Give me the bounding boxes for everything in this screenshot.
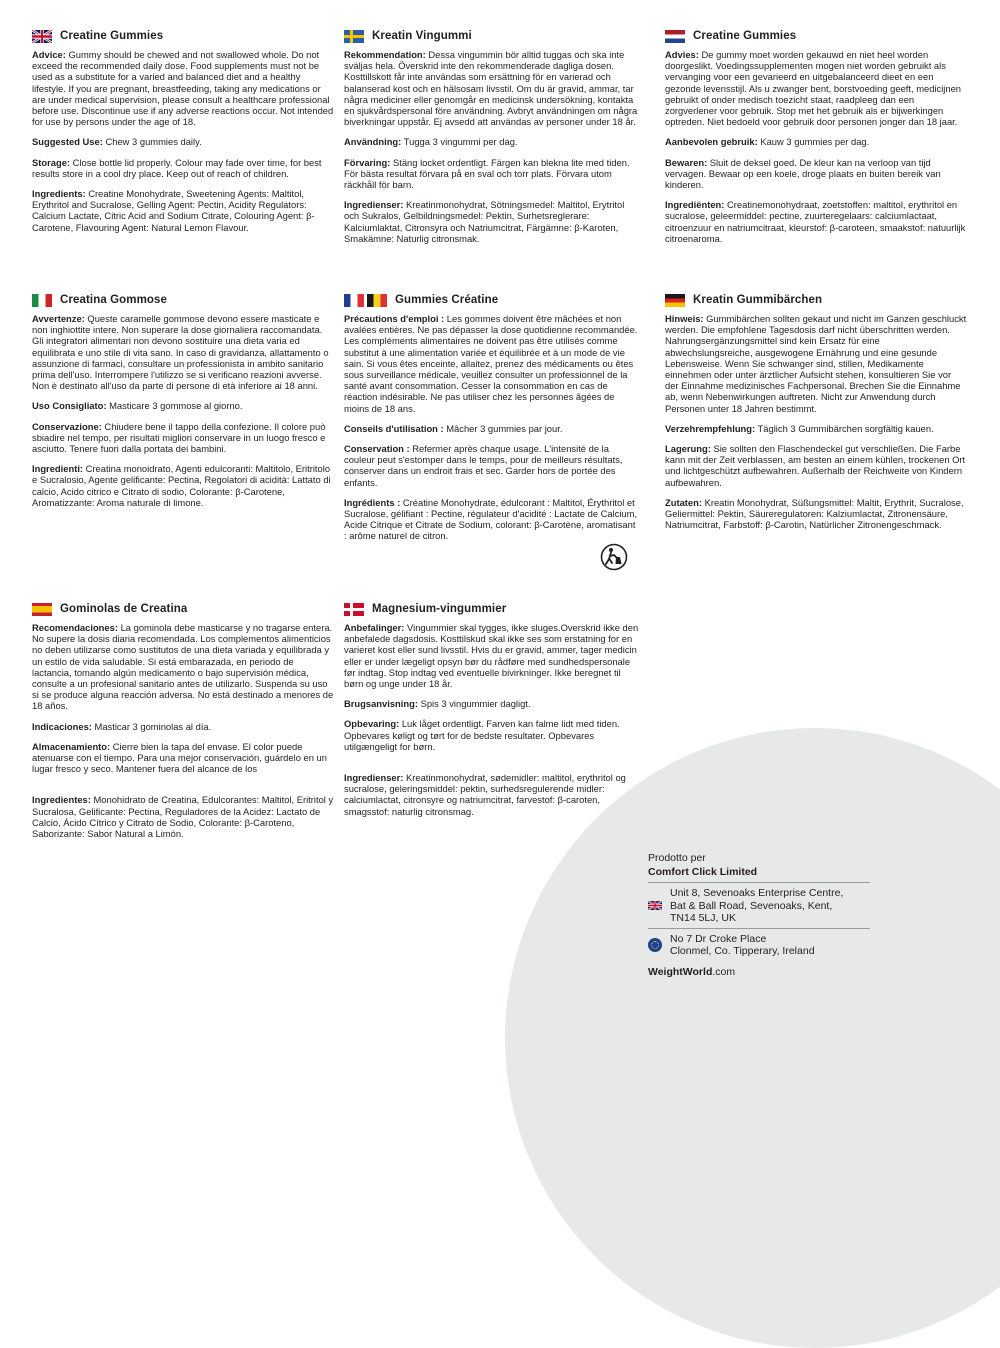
spain-flag-icon [32,603,52,616]
label-block-it [32,294,334,517]
block-header [344,30,640,43]
sweden-flag-icon [344,30,364,43]
label-block-se [344,30,640,253]
usage-text: Aanbevolen gebruik: Kauw 3 gummies per dag. [665,136,870,148]
storage-text: Conservation : Refermer après chaque usage. L'intensité de la couleur peut s'estomper dans le temps, pour de meilleurs résultats, conserver dans un endroit frais et sec. Garder hors de portée des enfants. [344,443,623,488]
germany-flag-icon [665,294,685,307]
advice-text: Rekommendation: Dessa vingummin bör alltid tuggas och ska inte sväljas hela. Överskrid inte den rekommenderade dagliga dosen. Kosttillskott får inte användas som ersättning för en varierad och balanserad kost och en hälsosam livsstil. Om du är gravid, ammar, tar några mediciner eller genomgår en medicinsk undersökning, kontakta en sjukvårdspersonal före användning. Avbryt användningen om några biverkningar uppstår. Ej avsedd att användas av personer under 18 år. [344,49,638,128]
uk-flag-icon [32,30,52,43]
advice-text: Advice: Gummy should be chewed and not swallowed whole. Do not exceed the recommended daily dose. Food supplements must not be used as a substitute for a varied and balanced diet and a healthy lifestyle. If you are pregnant, breastfeeding, taking any medications or are under medical supervision, please consult a healthcare professional before use. Discontinue use if any adverse reactions occur. Not intended for use by persons under the age of 18. [32,49,334,128]
usage-text: Indicaciones: Masticar 3 gominolas al día. [32,720,212,732]
advice-text: Recomendaciones: La gominola debe masticarse y no tragarse entera. No supere la dosis diaria recomendada. Los complementos alimenticios no deben utilizarse como sustitutos de una dieta variada y equilibrada y un estilo de vida saludable. Si está embarazada, en periodo de lactancia, tomando algún medicamento o bajo supervisión médica, consulte a un profesional sanitario antes de utilizarlo. Suspenda su uso si se produce alguna reacción adversa. No está destinado a menores de 18 años. [32,622,334,712]
block-header [32,294,334,307]
address-line: No 7 Dr Croke Place [670,932,767,945]
storage-text: Opbevaring: Luk låget ordentligt. Farven kan falme lidt med tiden. Opbevares køligt og tørt for de bedste resultater. Opbevares utilgængeligt for børn. [344,718,620,752]
uk-address-lines [670,887,843,925]
address-line: Bat & Ball Road, Sevenoaks, Kent, [670,899,833,912]
label-block-fr [344,294,640,551]
ingredients-text: Ingrédients : Créatine Monohydrate, édulcorant : Maltitol, Érythritol et Sucralose, gélifiant : Pectine, régulateur d'acidité : Lactate de Calcium, Acide Citrique et Citrate de Sodium, colorant: β-Carotène, aromatisant : arôme naturel de citron. [344,496,638,542]
block-title: Kreatin Gummibärchen [693,293,823,306]
address-line: TN14 5LJ, UK [670,912,736,924]
advice-text: Hinweis: Gummibärchen sollten gekaut und nicht im Ganzen geschluckt werden. Die empfohlene Tagesdosis darf nicht überschritten werden. Nahrungsergänzungsmittel sind kein Ersatz für eine abwechslungsreiche, ausgewogene Ernährung und eine gesunde Lebensweise. Wenn Sie schwanger sind, stillen, Medikamente einnehmen oder unter ärztlicher Aufsicht stehen, konsultieren Sie vor der Einnahme medizinisches Fachpersonal. Brechen Sie die Einnahme ab, wenn Nebenwirkungen auftreten. Nicht zur Anwendung durch Personen unter 18 Jahren bestimmt. [665,313,967,414]
advice-text: Anbefalinger: Vingummier skal tygges, ikke sluges.Overskrid ikke den anbefalede dagsdosis. Kosttilskud skal ikke ses som erstatning for en varieret kost eller sund livsstil. Hvis du er gravid, ammer, tager medicin eller er under lægeligt opsyn bør du rådføre med sundhedspersonale før indtag. Stop indtag ved eventuelle bivirkninger. Ikke beregnet til børn og unge under 18 år. [344,622,639,690]
usage-text: Brugsanvisning: Spis 3 vingummier dagligt. [344,698,531,710]
label-block-en [32,30,334,242]
usage-text: Verzehrempfehlung: Täglich 3 Gummibärchen sorgfältig kauen. [665,422,934,434]
block-title: Gominolas de Creatina [60,602,188,615]
block-title: Magnesium-vingummier [372,602,507,615]
block-header [665,294,967,307]
ingredients-text: Ingredients: Creatine Monohydrate, Sweetening Agents: Maltitol, Erythritol and Sucralose, Gelling Agent: Pectin, Acidity Regulators: Calcium Lactate, Citric Acid and Sodium Citrate, Colouring Agent: β-Carotene, Flavouring Agent: Natural Lemon Flavour. [32,188,315,233]
company-name: Comfort Click Limited [648,865,758,878]
uk-address-row [648,882,870,928]
block-title: Creatina Gommose [60,293,168,306]
ingredients-text: Ingredienser: Kreatinmonohydrat, sødemidler: maltitol, erythritol og sucralose, geleringsmiddel: pektin, surhedsregulerende midler: calciumlactat, citronsyre og natriumcitrat, farvestof: β-caroten, smagsstof: naturlig citronsmag. [344,772,626,817]
denmark-flag-icon [344,603,364,616]
eu-flag-icon [648,938,662,952]
tidyman-recycle-icon [600,543,628,571]
label-block-de [665,294,967,539]
storage-text: Lagerung: Sie sollten den Flaschendeckel gut verschließen. Die Farbe kann mit der Zeit verblassen, am besten an einem kühlen, trockenen Ort und lichtgeschützt aufbewahren. Außerhalb der Reichweite von Kindern aufbewahren. [665,443,966,488]
usage-text: Uso Consigliato: Masticare 3 gommose al giorno. [32,400,243,412]
belgium-flag-icon [367,294,387,307]
ie-address-row [648,928,870,961]
storage-text: Storage: Close bottle lid properly. Colour may fade over time, for best results store in a cool dry place. Keep out of reach of children. [32,156,322,179]
storage-text: Almacenamiento: Cierre bien la tapa del envase. El color puede atenuarse con el tiempo. Para una mejor conservación, guárdelo en un lugar fresco y seco. Mantener fuera del alcance de los [32,740,327,775]
flags-group [344,294,387,307]
block-header [32,30,334,43]
block-title: Gummies Créatine [395,293,499,306]
advice-text: Advies: De gummy moet worden gekauwd en niet heel worden doorgeslikt. Voedingssupplementen mogen niet worden gebruikt als vervanging voor een gevarieerd en uitgebalanceerd dieet en een gezonde levensstijl. Als u zwanger bent, borstvoeding geeft, medicijnen gebruikt of onder medisch toezicht staat, raadpleeg dan een zorgverlener voor gebruik. Stop met het gebruik als er bijwerkingen optreden. Niet bedoeld voor gebruik door personen jonger dan 18 jaar. [665,49,962,128]
storage-text: Bewaren: Sluit de deksel goed. De kleur kan na verloop van tijd vervagen. Bewaar op een koele, droge plaats en buiten bereik van kinderen. [665,156,941,191]
block-title: Creatine Gummies [60,29,164,42]
france-flag-icon [344,294,364,307]
netherlands-flag-icon [665,30,685,43]
uk-flag-icon [648,901,662,910]
address-line: Unit 8, Sevenoaks Enterprise Centre, [670,887,844,899]
label-block-nl [665,30,967,253]
usage-text: Suggested Use: Chew 3 gummies daily. [32,136,202,148]
advice-text: Avvertenze: Queste caramelle gommose devono essere masticate e non inghiottite intere. Non superare la dose giornaliera raccomandata. Gli integratori alimentari non devono sostituire una dieta varia ed equilibrata e uno stile di vita sano. In caso di gravidanza, allattamento o assunzione di farmaci, consultare un professionista in ambito sanitario prima dell'uso. Interrompere l'utilizzo se si verificano reazioni avverse. Non è destinato all'uso da parte di persone di età inferiore ai 18 anni. [32,313,329,392]
block-title: Kreatin Vingummi [372,29,472,42]
advice-text: Précautions d'emploi : Les gommes doivent être mâchées et non avalées entières. Ne pas dépasser la dose quotidienne recommandée. Les compléments alimentaires ne doivent pas être utilisés comme substitut à une alimentation variée et équilibrée et à un mode de vie sain. Si vous êtes enceinte, allaitez, prenez des médicaments ou êtes sous surveillance médicale, veuillez consulter un professionnel de la santé avant consommation. Cesser la consommation en cas de réaction indésirable. Ne pas utiliser chez les personnes âgées de moins de 18 ans. [344,313,638,414]
usage-text: Conseils d'utilisation : Mâcher 3 gummies par jour. [344,422,563,434]
ie-address-lines [670,933,815,958]
label-block-dk [344,603,640,826]
website: WeightWorld.com [648,965,736,978]
usage-text: Användning: Tugga 3 vingummi per dag. [344,136,518,148]
ingredients-text: Ingredienti: Creatina monoidrato, Agenti edulcoranti: Maltitolo, Eritritolo e Sucralosio, Agente gelificante: Pectina, Regolatori di acidità: Lattato di calcio, Acido citrico e Citrato di sodio, Colorante: β-Carotene, Aromatizzante: Aroma naturale di limone. [32,463,331,508]
made-for-label: Prodotto per [648,852,706,864]
block-header [344,603,640,616]
address-line: Clonmel, Co. Tipperary, Ireland [670,945,815,957]
ingredients-text: Zutaten: Kreatin Monohydrat, Süßungsmittel: Maltit, Erythrit, Sucralose, Geliermittel: Pektin, Säureregulatoren: Kalziumlactat, Zitronensäure, Natriumcitrat, Farbstoff: β-Carotin, Natürlicher Zitronengeschmack. [665,496,964,531]
block-header [665,30,967,43]
italy-flag-icon [32,294,52,307]
block-title: Creatine Gummies [693,29,797,42]
ingredients-text: Ingredienser: Kreatinmonohydrat, Sötningsmedel: Maltitol, Erytritol och Sukralos, Gelbildningsmedel: Pektin, Surhetsreglerare: Kalciumlaktat, Citronsyra och Natriumcitrat, Färgämne: β-Karoten, Smakämne: Naturlig citronsmak. [344,199,625,244]
label-block-es [32,603,334,848]
ingredients-text: Ingredientes: Monohidrato de Creatina, Edulcorantes: Maltitol, Eritritol y Sucralosa, Gelificante: Pectina, Reguladores de la Acidez: Lactato de Calcio, Ácido Cítrico y Citrato de Sodio, Colorante: β-Caroteno, Saborizante: Sabor Natural a Limón. [32,794,334,840]
block-header [344,294,640,307]
ingredients-text: Ingrediënten: Creatinemonohydraat, zoetstoffen: maltitol, erythritol en sucralose, geleermiddel: pectine, zuurteregelaars: calciumlactaat, citroenzuur en natriumcitraat, kleurstof: β-caroteen, smaakstof: natuurlijk citroenaroma. [665,199,966,244]
storage-text: Conservazione: Chiudere bene il tappo della confezione. Il colore può sbiadire nel tempo, per risultati migliori conservare in un luogo fresco e asciutto. Tenere fuori dalla portata dei bambini. [32,420,326,455]
manufacturer-address [648,852,870,978]
storage-text: Förvaring: Stäng locket ordentligt. Färgen kan blekna lite med tiden. För bästa resultat förvara på en sval och torr plats. Förvara utom räckhåll för barn. [344,156,630,191]
block-header [32,603,334,616]
